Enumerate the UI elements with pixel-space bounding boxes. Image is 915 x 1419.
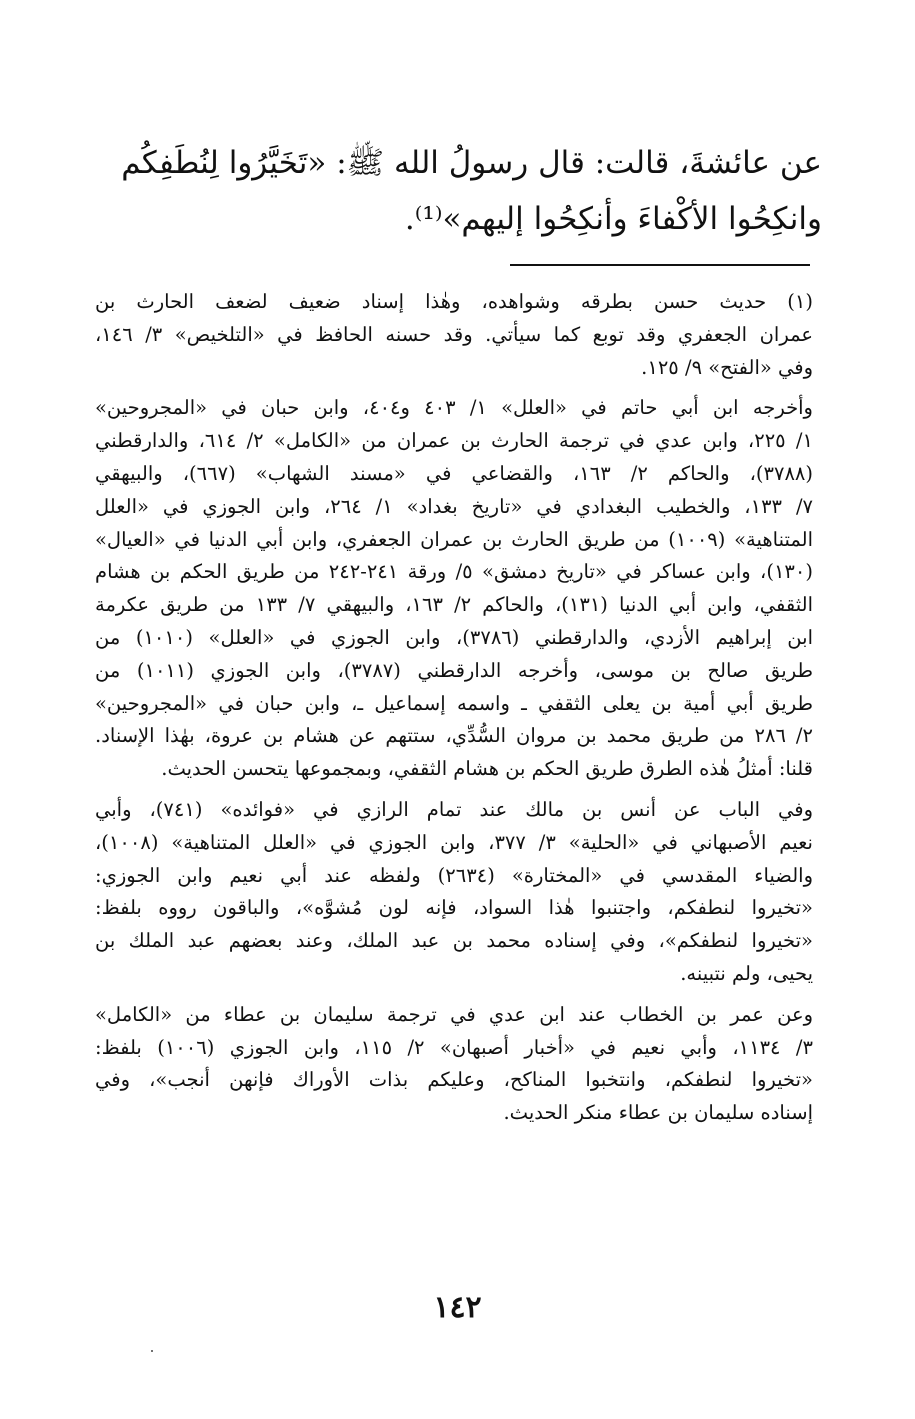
- page-number: ١٤٢: [433, 1290, 482, 1325]
- footnote-line: إسناده سليمان بن عطاء منكر الحديث.: [503, 1101, 813, 1125]
- footnote-paragraph: [95, 392, 813, 786]
- footnote-line: والضياء المقدسي في «المختارة» (٢٦٣٤) ولفظه عند أبي نعيم وابن الجوزي:: [95, 863, 813, 887]
- footnote-line: يحيى، ولم نتبينه.: [680, 961, 813, 985]
- hadith-text: [100, 135, 822, 247]
- hadith-line: عن عائشةَ، قالت: قال رسولُ الله ﷺ: «تَخَيَّرُوا لِنُطَفِكُم: [121, 145, 822, 181]
- footnote-line: طريق أبي أمية بن يعلى الثقفي ـ واسمه إسماعيل ـ، وابن حبان في «المجروحين»: [95, 691, 813, 715]
- footnote-line: «تخيروا لنطفكم، واجتنبوا هٰذا السواد، فإنه لون مُشوَّه»، والباقون رووه بلفظ:: [95, 896, 813, 920]
- paragraph-gap: [95, 786, 813, 794]
- footnote-line: الثقفي، وابن أبي الدنيا (١٣١)، والحاكم ٢/ ١٦٣، والبيهقي ٧/ ١٣٣ من طريق عكرمة: [95, 593, 813, 617]
- footnote-line: ٣/ ١١٣٤، وأبي نعيم في «أخبار أصبهان» ٢/ ١١٥، وابن الجوزي (١٠٠٦) بلفظ:: [95, 1035, 813, 1059]
- footnote-line: نعيم الأصبهاني في «الحلية» ٣/ ٣٧٧، وابن الجوزي في «العلل المتناهية» (١٠٠٨)،: [95, 830, 813, 854]
- footnote-line: (١) حديث حسن بطرقه وشواهده، وهٰذا إسناد ضعيف لضعف الحارث بن: [95, 290, 813, 313]
- footnote-line: وفي «الفتح» ٩/ ١٢٥.: [641, 355, 813, 379]
- footnote-line: ٧/ ١٣٣، والخطيب البغدادي في «تاريخ بغداد» ١/ ٢٦٤، وابن الجوزي في «العلل: [95, 494, 813, 518]
- footnote-line: وأخرجه ابن أبي حاتم في «العلل» ١/ ٤٠٣ و٤٠٤، وابن حبان في «المجروحين»: [95, 396, 813, 420]
- footnote-line: المتناهية» (١٠٠٩) من طريق الحارث بن عمران الجعفري، وابن أبي الدنيا في «العيال»: [95, 527, 814, 551]
- footnote-line: (١٣٠)، وابن عساكر في «تاريخ دمشق» ٥/ ورقة ٢٤١-٢٤٢ من طريق الحكم بن هشام: [95, 560, 813, 584]
- footnote-line: طريق صالح بن موسى، وأخرجه الدارقطني (٣٧٨٧)، وابن الجوزي (١٠١١) من: [95, 658, 813, 682]
- footnote-line: وفي الباب عن أنس بن مالك عند تمام الرازي في «فوائده» (٧٤١)، وأبي: [95, 797, 813, 821]
- paragraph-gap: [95, 384, 813, 392]
- footnote-line: ٢/ ٢٨٦ من طريق محمد بن مروان السُّدِّي، ستتهم عن هشام بن عروة، بهٰذا الإسناد.: [95, 724, 813, 748]
- footnote-line: «تخيروا لنطفكم»، وفي إسناده محمد بن عبد الملك، وعند بعضهم عبد الملك بن: [95, 929, 813, 953]
- footnote-separator: [510, 264, 810, 266]
- scan-speck: [151, 1350, 153, 1352]
- footnote-line: عمران الجعفري وقد توبع كما سيأتي. وقد حسنه الحافظ في «التلخيص» ٣/ ١٤٦،: [95, 322, 813, 346]
- paragraph-gap: [95, 991, 813, 999]
- footnotes: [95, 286, 813, 1130]
- footnote-line: «تخيروا لنطفكم، وانتخبوا المناكح، وعليكم بذات الأوراك فإنهن أنجب»، وفي: [95, 1068, 813, 1092]
- footnote-line: قلنا: أمثلُ هٰذه الطرق طريق الحكم بن هشام الثقفي، وبمجموعها يتحسن الحديث.: [161, 757, 813, 781]
- footnote-line: وعن عمر بن الخطاب عند ابن عدي في ترجمة سليمان بن عطاء من «الكامل»: [95, 1002, 814, 1026]
- footnote-paragraph: [95, 999, 813, 1130]
- hadith-line: وانكِحُوا الأكْفاءَ وأنكِحُوا إليهم»⁽¹⁾.: [404, 201, 822, 237]
- footnote-line: ابن إبراهيم الأزدي، والدارقطني (٣٧٨٦)، وابن الجوزي في «العلل» (١٠١٠) من: [95, 625, 813, 649]
- footnote-paragraph: [95, 286, 813, 384]
- footnote-line: ١/ ٢٢٥، وابن عدي في ترجمة الحارث بن عمران من «الكامل» ٢/ ٦١٤، والدارقطني: [95, 429, 813, 453]
- footnote-paragraph: [95, 794, 813, 991]
- footnote-line: (٣٧٨٨)، والحاكم ٢/ ١٦٣، والقضاعي في «مسند الشهاب» (٦٦٧)، والبيهقي: [95, 461, 814, 485]
